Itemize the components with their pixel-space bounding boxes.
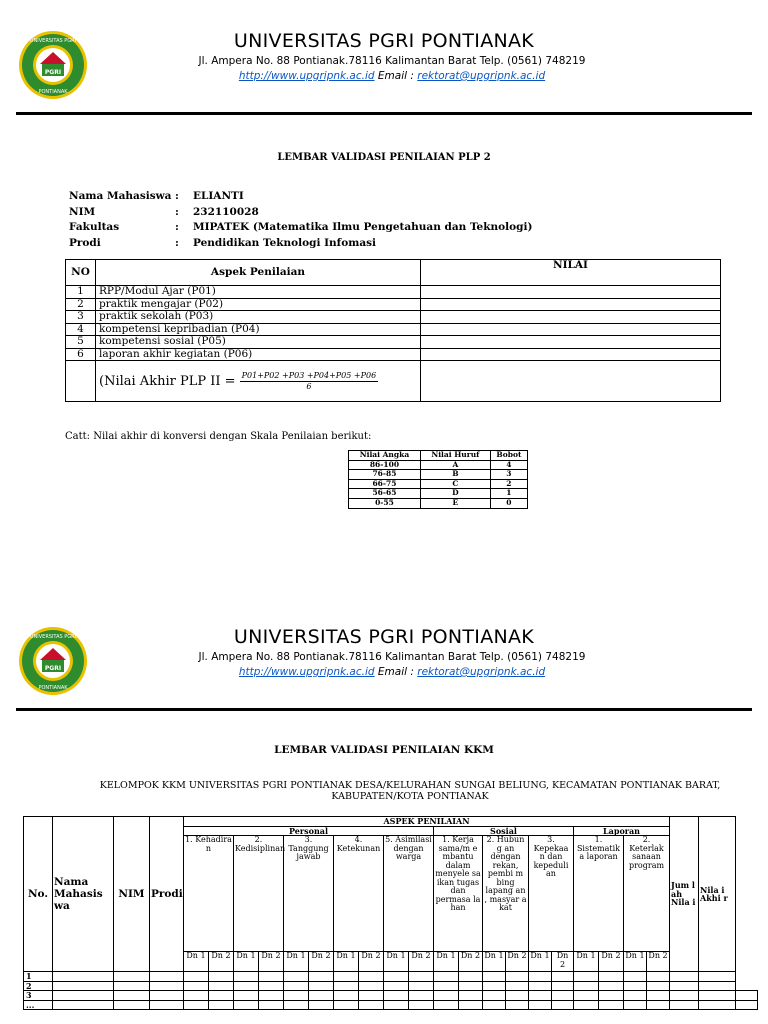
grading-scale-table: Nilai Angka Nilai Huruf Bobot 86-100 A 4 76-85 B 3 66-75 C 2 56-65 D 1 0-55 E 0 (348, 450, 528, 509)
email-link[interactable]: rektorat@upgripnk.ac.id (417, 666, 546, 678)
university-name: UNIVERSITAS PGRI PONTIANAK (233, 30, 535, 52)
table-row: 1 RPP/Modul Ajar (P01) (66, 286, 721, 299)
col-nama: Nama Mahasis wa (53, 817, 114, 972)
website-link[interactable]: http://www.upgripnk.ac.id (238, 666, 375, 678)
svg-text:UNIVERSITAS PGRI: UNIVERSITAS PGRI (29, 634, 77, 640)
criteria-keterlaksanaan: 2. Keterlak sanaan program (624, 836, 670, 952)
table-row: ... (24, 1000, 758, 1010)
criteria-kehadiran: 1. Kehadira n (184, 836, 234, 952)
col-nilai: NILAI (421, 260, 721, 286)
nilai-cell[interactable] (421, 286, 721, 299)
criteria-kedisiplinan: 2. Kedisiplinan (234, 836, 284, 952)
svg-text:PONTIANAK: PONTIANAK (38, 89, 68, 95)
email-label: Email : (377, 666, 414, 678)
page-kkm (0, 596, 768, 1024)
criteria-asimilasi: 5. Asimilasi dengan warga (384, 836, 434, 952)
email-link[interactable]: rektorat@upgripnk.ac.id (417, 70, 546, 82)
nilai-akhir-cell[interactable] (421, 361, 721, 402)
header-rule (16, 112, 752, 115)
col-no: No. (24, 817, 53, 972)
table-row: 6 laporan akhir kegiatan (P06) (66, 348, 721, 361)
table-row: 4 kompetensi kepribadian (P04) (66, 323, 721, 336)
document-title: LEMBAR VALIDASI PENILAIAN PLP 2 (277, 152, 491, 163)
table-row: 1 (24, 972, 758, 982)
criteria-sistematika: 1. Sistematik a laporan (574, 836, 624, 952)
university-contact (0, 70, 768, 82)
formula-row (66, 361, 721, 402)
student-info (69, 189, 532, 251)
nilai-cell[interactable] (421, 311, 721, 324)
kelompok-description: KELOMPOK KKM UNIVERSITAS PGRI PONTIANAK DESA/KELURAHAN SUNGAI BELIUNG, KECAMATAN PONTIANAK BARAT, KABUPATEN/KOTA PONTIANAK (99, 780, 721, 802)
svg-text:UNIVERSITAS PGRI: UNIVERSITAS PGRI (29, 38, 77, 44)
table-row: 76-85 B 3 (349, 470, 528, 480)
col-nilai-akhir: Nila i Akhi r (699, 817, 736, 972)
info-row-nim: NIM : 232110028 (69, 205, 259, 218)
table-row: 2 (24, 981, 758, 991)
table-row: 0-55 E 0 (349, 498, 528, 508)
col-jumlah-nilai: Jum l ah Nila i (670, 817, 699, 972)
svg-text:PONTIANAK: PONTIANAK (38, 685, 68, 691)
col-prodi: Prodi (150, 817, 184, 972)
table-row: 3 (24, 991, 758, 1001)
table-row: 3 praktik sekolah (P03) (66, 311, 721, 324)
nilai-cell[interactable] (421, 323, 721, 336)
table-row: 66-75 C 2 (349, 479, 528, 489)
col-aspek: Aspek Penilaian (96, 260, 421, 286)
header-rule (16, 708, 752, 711)
university-address: Jl. Ampera No. 88 Pontianak.78116 Kalimantan Barat Telp. (0561) 748219 (198, 651, 586, 663)
nilai-cell[interactable] (421, 298, 721, 311)
table-row: 5 kompetensi sosial (P05) (66, 336, 721, 349)
nilai-cell[interactable] (421, 348, 721, 361)
svg-text:PGRI: PGRI (44, 665, 62, 672)
university-name: UNIVERSITAS PGRI PONTIANAK (233, 626, 535, 648)
criteria-ketekunan: 4. Ketekunan (334, 836, 384, 952)
dn-row: Dn 1 Dn 2 Dn 1 Dn 2 Dn 1 Dn 2 Dn 1 Dn 2 Dn 1 Dn 2 Dn 1 Dn 2 Dn 1 Dn 2 Dn 1 Dn 2 Dn 1 Dn 2 Dn 1 Dn 2 (24, 952, 758, 972)
assessment-table (65, 259, 721, 402)
info-row-prodi: Prodi : Pendidikan Teknologi Infomasi (69, 236, 377, 249)
university-contact (0, 666, 768, 678)
criteria-hubungan: 2. Hubun g an dengan rekan, pembi m bing lapang an , masyar a kat (483, 836, 529, 952)
aspek-penilaian-header: ASPEK PENILAIAN (184, 817, 670, 827)
university-address: Jl. Ampera No. 88 Pontianak.78116 Kalimantan Barat Telp. (0561) 748219 (198, 55, 586, 67)
table-row: 56-65 D 1 (349, 489, 528, 499)
email-label: Email : (377, 70, 414, 82)
group-personal: Personal (184, 826, 434, 836)
kkm-assessment-table (23, 816, 758, 1010)
group-sosial: Sosial (434, 826, 574, 836)
table-row: 2 praktik mengajar (P02) (66, 298, 721, 311)
svg-text:PGRI: PGRI (44, 69, 62, 76)
group-laporan: Laporan (574, 826, 670, 836)
info-row-name: Nama Mahasiswa : ELIANTI (69, 190, 244, 202)
criteria-kerja-sama: 1. Kerja sama/m e mbantu dalam menyele sa ikan tugas dan permasa la han (434, 836, 483, 952)
nilai-cell[interactable] (421, 336, 721, 349)
col-no: NO (66, 260, 96, 286)
conversion-note: Catt: Nilai akhir di konversi dengan Skala Penilaian berikut: (65, 431, 372, 442)
criteria-kepekaan: 3. Kepekaa n dan kepeduli an (529, 836, 574, 952)
col-nim: NIM (114, 817, 150, 972)
table-row: 86-100 A 4 (349, 460, 528, 470)
final-score-formula: (Nilai Akhir PLP II = $\frac{P01+P02 +P03 +P04+P05 +P06}{6}$ (96, 361, 421, 402)
criteria-tanggung-jawab: 3. Tanggung jawab (284, 836, 334, 952)
info-row-fakultas: Fakultas : MIPATEK (Matematika Ilmu Pengetahuan dan Teknologi) (69, 221, 533, 233)
document-title: LEMBAR VALIDASI PENILAIAN KKM (274, 744, 494, 756)
website-link[interactable]: http://www.upgripnk.ac.id (238, 70, 375, 82)
